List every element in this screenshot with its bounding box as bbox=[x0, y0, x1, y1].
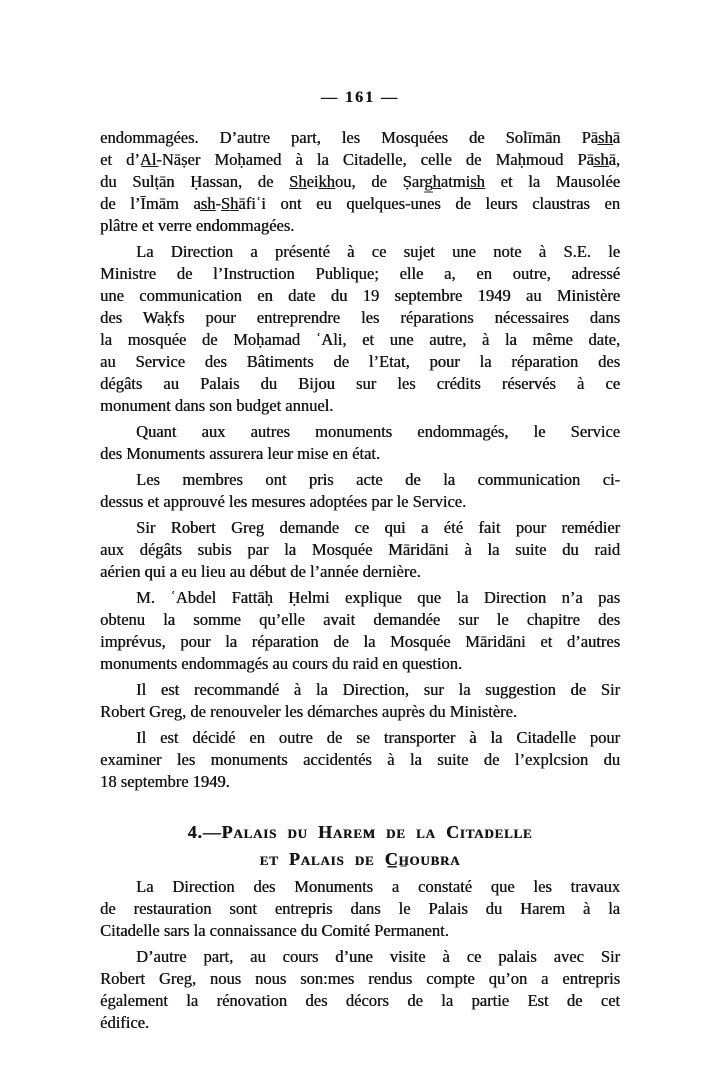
text-line: Il est recommandé à la Direction, sur la suggestion de Sir bbox=[136, 680, 620, 699]
text-line: au Service des Bâtiments de l’Etat, pour la réparation des bbox=[100, 352, 620, 371]
text-line: Les membres ont pris acte de la communication ci- bbox=[136, 470, 620, 489]
paragraph bbox=[100, 946, 620, 1034]
text-line: la mosquée de Moḥamad ʿAli, et une autre, à la même date, bbox=[100, 330, 620, 349]
paragraph bbox=[100, 876, 620, 942]
text-line: Ministre de l’Instruction Publique; elle a, en outre, adressé bbox=[100, 264, 620, 283]
page-number: — 161 — bbox=[321, 89, 399, 106]
text-line: obtenu la somme qu’elle avait demandée sur le chapitre des bbox=[100, 610, 620, 629]
section-heading bbox=[100, 819, 620, 873]
paragraph bbox=[100, 679, 620, 723]
paragraph bbox=[100, 127, 620, 237]
text-line: aux dégâts subis par la Mosquée Māridāni à la suite du raid bbox=[100, 540, 620, 559]
paragraph bbox=[100, 421, 620, 465]
paragraph bbox=[100, 469, 620, 513]
paragraph bbox=[100, 587, 620, 675]
text-line: des Waḳfs pour entreprendre les réparations nécessaires dans bbox=[100, 308, 620, 327]
paragraph bbox=[100, 241, 620, 417]
text-line: dégâts au Palais du Bijou sur les crédits réservés à ce bbox=[100, 374, 620, 393]
heading-line: et Palais de C̲h̲oubra bbox=[259, 849, 461, 869]
text-line: endommagées. D’autre part, les Mosquées de Solīmān Pās̲h̲ā bbox=[100, 128, 620, 147]
text-line: également la rénovation des décors de la partie Est de cet bbox=[100, 991, 620, 1010]
paragraph bbox=[100, 517, 620, 583]
paragraph bbox=[100, 727, 620, 793]
text-line: La Direction des Monuments a constaté que les travaux bbox=[136, 877, 620, 896]
document-body bbox=[100, 127, 620, 1034]
text-line: 18 septembre 1949. bbox=[100, 772, 230, 791]
text-line: monuments endommagés au cours du raid en question. bbox=[100, 654, 463, 673]
text-line: Sir Robert Greg demande ce qui a été fait pour remédier bbox=[136, 518, 620, 537]
text-line: et d’A̲l̲-Nāṣer Moḥamed à la Citadelle, celle de Maḥmoud Pās̲h̲ā, bbox=[100, 150, 620, 169]
text-line: imprévus, pour la réparation de la Mosquée Māridāni et d’autres bbox=[100, 632, 620, 651]
text-line: édifice. bbox=[100, 1013, 150, 1032]
text-line: de l’Īmām as̲h̲-S̲h̲āfiʿi ont eu quelques-unes de leurs claustras en bbox=[100, 194, 620, 213]
text-line: aérien qui a eu lieu au début de l’année dernière. bbox=[100, 562, 421, 581]
text-line: monument dans son budget annuel. bbox=[100, 396, 334, 415]
text-line: de restauration sont entrepris dans le Palais du Harem à la bbox=[100, 899, 620, 918]
text-line: Robert Greg, de renouveler les démarches auprès du Ministère. bbox=[100, 702, 517, 721]
text-line: du Sulṭān Ḥassan, de S̲h̲eik̲h̲ou, de Ṣarg̲h̲atmis̲h̲ et la Mausolée bbox=[100, 172, 620, 191]
text-line: une communication en date du 19 septembre 1949 au Ministère bbox=[100, 286, 620, 305]
text-line: Citadelle sars la connaissance du Comité Permanent. bbox=[100, 921, 449, 940]
text-line: M. ʿAbdel Fattāḥ Ḥelmi explique que la Direction n’a pas bbox=[136, 588, 620, 607]
text-line: Quant aux autres monuments endommagés, le Service bbox=[136, 422, 620, 441]
text-line: des Monuments assurera leur mise en état. bbox=[100, 444, 380, 463]
text-line: Robert Greg, nous nous son:mes rendus compte qu’on a entrepris bbox=[100, 969, 620, 988]
text-line: dessus et approuvé les mesures adoptées par le Service. bbox=[100, 492, 467, 511]
text-line: La Direction a présenté à ce sujet une note à S.E. le bbox=[136, 242, 620, 261]
text-line: Il est décidé en outre de se transporter à la Citadelle pour bbox=[136, 728, 620, 747]
text-line: examiner les monuments accidentés à la suite de l’explcsion du bbox=[100, 750, 620, 769]
text-line: plâtre et verre endommagées. bbox=[100, 216, 295, 235]
heading-line: 4.—Palais du Harem de la Citadelle bbox=[187, 822, 533, 842]
text-line: D’autre part, au cours d’une visite à ce palais avec Sir bbox=[136, 947, 620, 966]
